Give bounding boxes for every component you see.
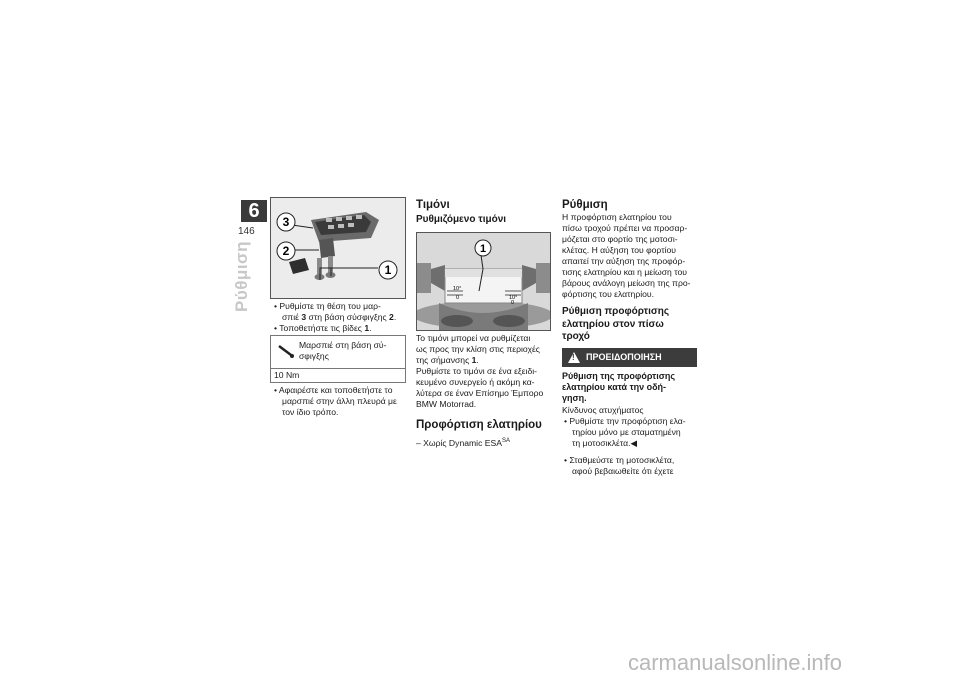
footrest-illustration (271, 198, 405, 298)
scale-zero-right: 0 (511, 300, 515, 306)
left-instructions (272, 301, 412, 334)
bullet-adjust-footrest: • Ρυθμίστε τη θέση του μαρ- σπιέ 3 στη βάση σύσφιγξης 2. (274, 301, 397, 322)
bullet-swap-side: • Αφαιρέστε και τοποθετήστε το μαρσπιέ στην άλλη πλευρά με τον ίδιο τρόπο. (274, 385, 397, 417)
torque-spec-box (270, 335, 406, 383)
warning-label: ΠΡΟΕΙΔΟΠΟΙΗΣΗ (586, 352, 662, 362)
hazard-text: Κίνδυνος ατυχήματος (562, 405, 644, 415)
callout-1: 1 (384, 263, 392, 277)
chapter-number: 6 (241, 200, 267, 222)
bullet-park-motorcycle: • Σταθμεύστε τη μοτοσικλέτα, αφού βεβαιωθείτε ότι έχετε (564, 455, 675, 476)
watermark: carmanualsonline.info (628, 650, 843, 675)
scale-zero-left: 0 (456, 295, 460, 301)
warning-title: Ρύθμιση της προφόρτισης ελατηρίου κατά την οδή- γηση. (562, 371, 676, 403)
handlebar-paragraph: Το τιμόνι μπορεί να ρυθμίζεται ως προς την κλίση στις περιοχές της σήμανσης 1. Ρυθμίστε το τιμόνι σε ένα εξειδι- κευμένο συνεργείο ή ακόμη κα- λύτερα σε έναν Επίσημο Έμπορο BMW Motorrad. (416, 333, 544, 409)
esa-note: – Χωρίς Dynamic $ESA^{SA}$ (416, 437, 510, 448)
torque-value: 10 Nm (274, 370, 300, 380)
torque-label-cont: σφιγξης (299, 351, 329, 361)
chapter-side-title: Ρύθμιση (232, 240, 251, 312)
handlebar-figure (416, 232, 551, 331)
end-mark-icon: ◀ (630, 438, 638, 448)
section-heading-handlebar: Τιμόνι (416, 199, 450, 211)
scale-label-left: 10° (453, 286, 462, 292)
page-number: 146 (238, 226, 255, 237)
bullet-fit-screws: • Τοποθετήστε τις βίδες 1. (274, 323, 372, 333)
warning-banner (562, 348, 697, 367)
torque-label: Μαρσπιέ στη βάση σύ- (299, 340, 387, 350)
wrench-icon (277, 344, 295, 358)
section-heading-adjustment: Ρύθμιση (562, 199, 608, 211)
section-heading-spring-preload: Προφόρτιση ελατηρίου (416, 419, 542, 431)
bullet-adjust-stationary: • Ρυθμίστε την προφόρτιση ελα- τηρίου μόνο με σταματημένη τη μοτοσικλέτα.◀ (564, 416, 686, 448)
handlebar-illustration (417, 233, 550, 330)
subheading-adjustable-handlebar: Ρυθμιζόμενο τιμόνι (416, 214, 507, 225)
footrest-figure (270, 197, 406, 299)
callout-3: 3 (282, 215, 290, 229)
callout-2: 2 (282, 244, 290, 258)
scale-label-right: 10° (509, 295, 518, 301)
adjustment-paragraph: Η προφόρτιση ελατηρίου του πίσω τροχού πρέπει να προσαρ- μόζεται στο φορτίο της μοτοσι- κλέτας. Η αύξηση του φορτίου απαιτεί την αύξηση της προφόρ- τισης ελατηρίου και η μείωση του βάρους ανάλογη μείωση της προ- φόρτισης του ελατηρίου. (562, 212, 691, 299)
subheading-rear-preload: Ρύθμιση προφόρτισης ελατηρίου στον πίσω τροχό (562, 306, 670, 342)
warning-triangle-icon: ! (568, 352, 580, 363)
callout-1-handlebar: 1 (479, 243, 487, 255)
